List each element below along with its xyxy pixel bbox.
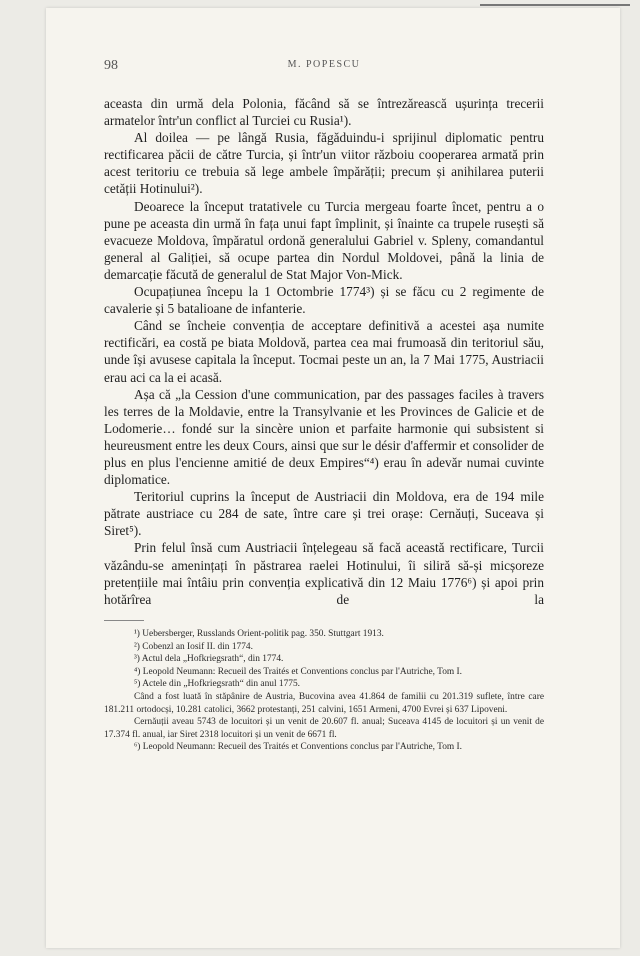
running-head [104, 58, 544, 74]
footnote-3: ³) Actul dela „Hofkriegsrath“, din 1774. [134, 654, 284, 665]
running-head-author: M. POPESCU [287, 59, 361, 70]
paragraph-5: Când se încheie convenția de acceptare definitivă a acestei așa numite rectificări, ea costă pe biata Moldovă, partea cea mai frumoasă din teritoriul său, unde își avusese capitala la început. Tocmai peste un an, la 7 Mai 1775, Austriacii erau aci ca la ei acasă. [104, 318, 544, 385]
footnote-6: ⁶) Leopold Neumann: Recueil des Traités et Conventions conclus par l'Autriche, Tom I. [134, 742, 463, 753]
paragraph-8: Prin felul însă cum Austriacii înțelegeau să facă această rectificare, Turcii văzându-se amenințați în păstrarea raelei Hotinului, îi siliră să-și micșoreze pretențiile mai întâiu prin convenția explicativă din 12 Maiu 1776⁶) și apoi prin hotărîrea de la [104, 540, 544, 607]
footnote-5-note-a: Când a fost luată în stăpânire de Austria, Bucovina avea 41.864 de familii cu 201.319 suflete, între care 181.211 ortodocși, 10.281 catolici, 3662 protestanți, 251 calvini, 1651 Armeni, 4700 Evrei și 637 Lipoveni. [104, 691, 544, 715]
footnote-5: ⁵) Actele din „Hofkriegsrath“ din anul 1775. [134, 679, 300, 690]
paragraph-7: Teritoriul cuprins la început de Austriacii din Moldova, era de 194 mile pătrate austriace cu 284 de sate, între care și trei orașe: Cernăuți, Suceava și Siret⁵). [104, 489, 544, 539]
footnote-1: ¹) Uebersberger, Russlands Orient-politik pag. 350. Stuttgart 1913. [134, 629, 384, 639]
footnote-5-note-b: Cernăuții aveau 5743 de locuitori și un venit de 20.607 fl. anual; Suceava 4145 de locuitori și un venit de 17.374 fl. anual, iar Siret 2318 locuitori și un venit de 6671 fl. [104, 717, 544, 740]
footnotes [104, 628, 544, 754]
paragraph-6: Așa că „la Cession d'une communication, par des passages faciles à travers les terres de la Moldavie, entre la Transylvanie et les Provinces de Galicie et de Lodomerie… fondé sur la sincère union et parfaite harmonie qui subsistent si heureusment entre les deux Cours, ainsi que sur le désir d'affermir et consolider de plus en plus l'encienne amitié de deux Empires“⁴) erau în adevăr numai cuvinte diplomatice. [104, 386, 544, 488]
footnote-4: ⁴) Leopold Neumann: Recueil des Traités et Conventions conclus par l'Autriche, Tom I. [134, 666, 463, 677]
paragraph-1: aceasta din urmă dela Polonia, făcând să se întrezărească ușurința trecerii armatelor într'un conflict al Turciei cu Rusia¹). [104, 96, 544, 129]
footnote-separator [104, 620, 144, 621]
top-edge-rule [480, 4, 630, 6]
footnote-2: ²) Cobenzl an Iosif II. din 1774. [134, 641, 253, 652]
paragraph-2: Al doilea — pe lângă Rusia, făgăduindu-i sprijinul diplomatic pentru rectificarea păcii de către Turcia, și într'un viitor războiu cooperarea armată prin acest teritoriu ce trebuia să lege ambele împărății; precum și anihilarea puterii cetății Hotinului²). [104, 130, 544, 197]
page-number: 98 [104, 58, 118, 73]
body-text [104, 95, 544, 608]
paragraph-4: Ocupațiunea începu la 1 Octombrie 1774³) și se făcu cu 2 regimente de cavalerie și 5 batalioane de infanterie. [104, 284, 544, 317]
paragraph-3: Deoarece la început tratativele cu Turcia mergeau foarte încet, pentru a o pune pe aceasta din urmă în fața unui fapt împlinit, și înainte ca trupele rusești să evacueze Moldova, împăratul ordonă generalului Gabriel v. Spleny, comandantul general al Galiției, să ocupe partea din Nordul Moldovei, până la linia de demarcație făcută de generalul de Stat Major Von-Mick. [104, 198, 544, 282]
